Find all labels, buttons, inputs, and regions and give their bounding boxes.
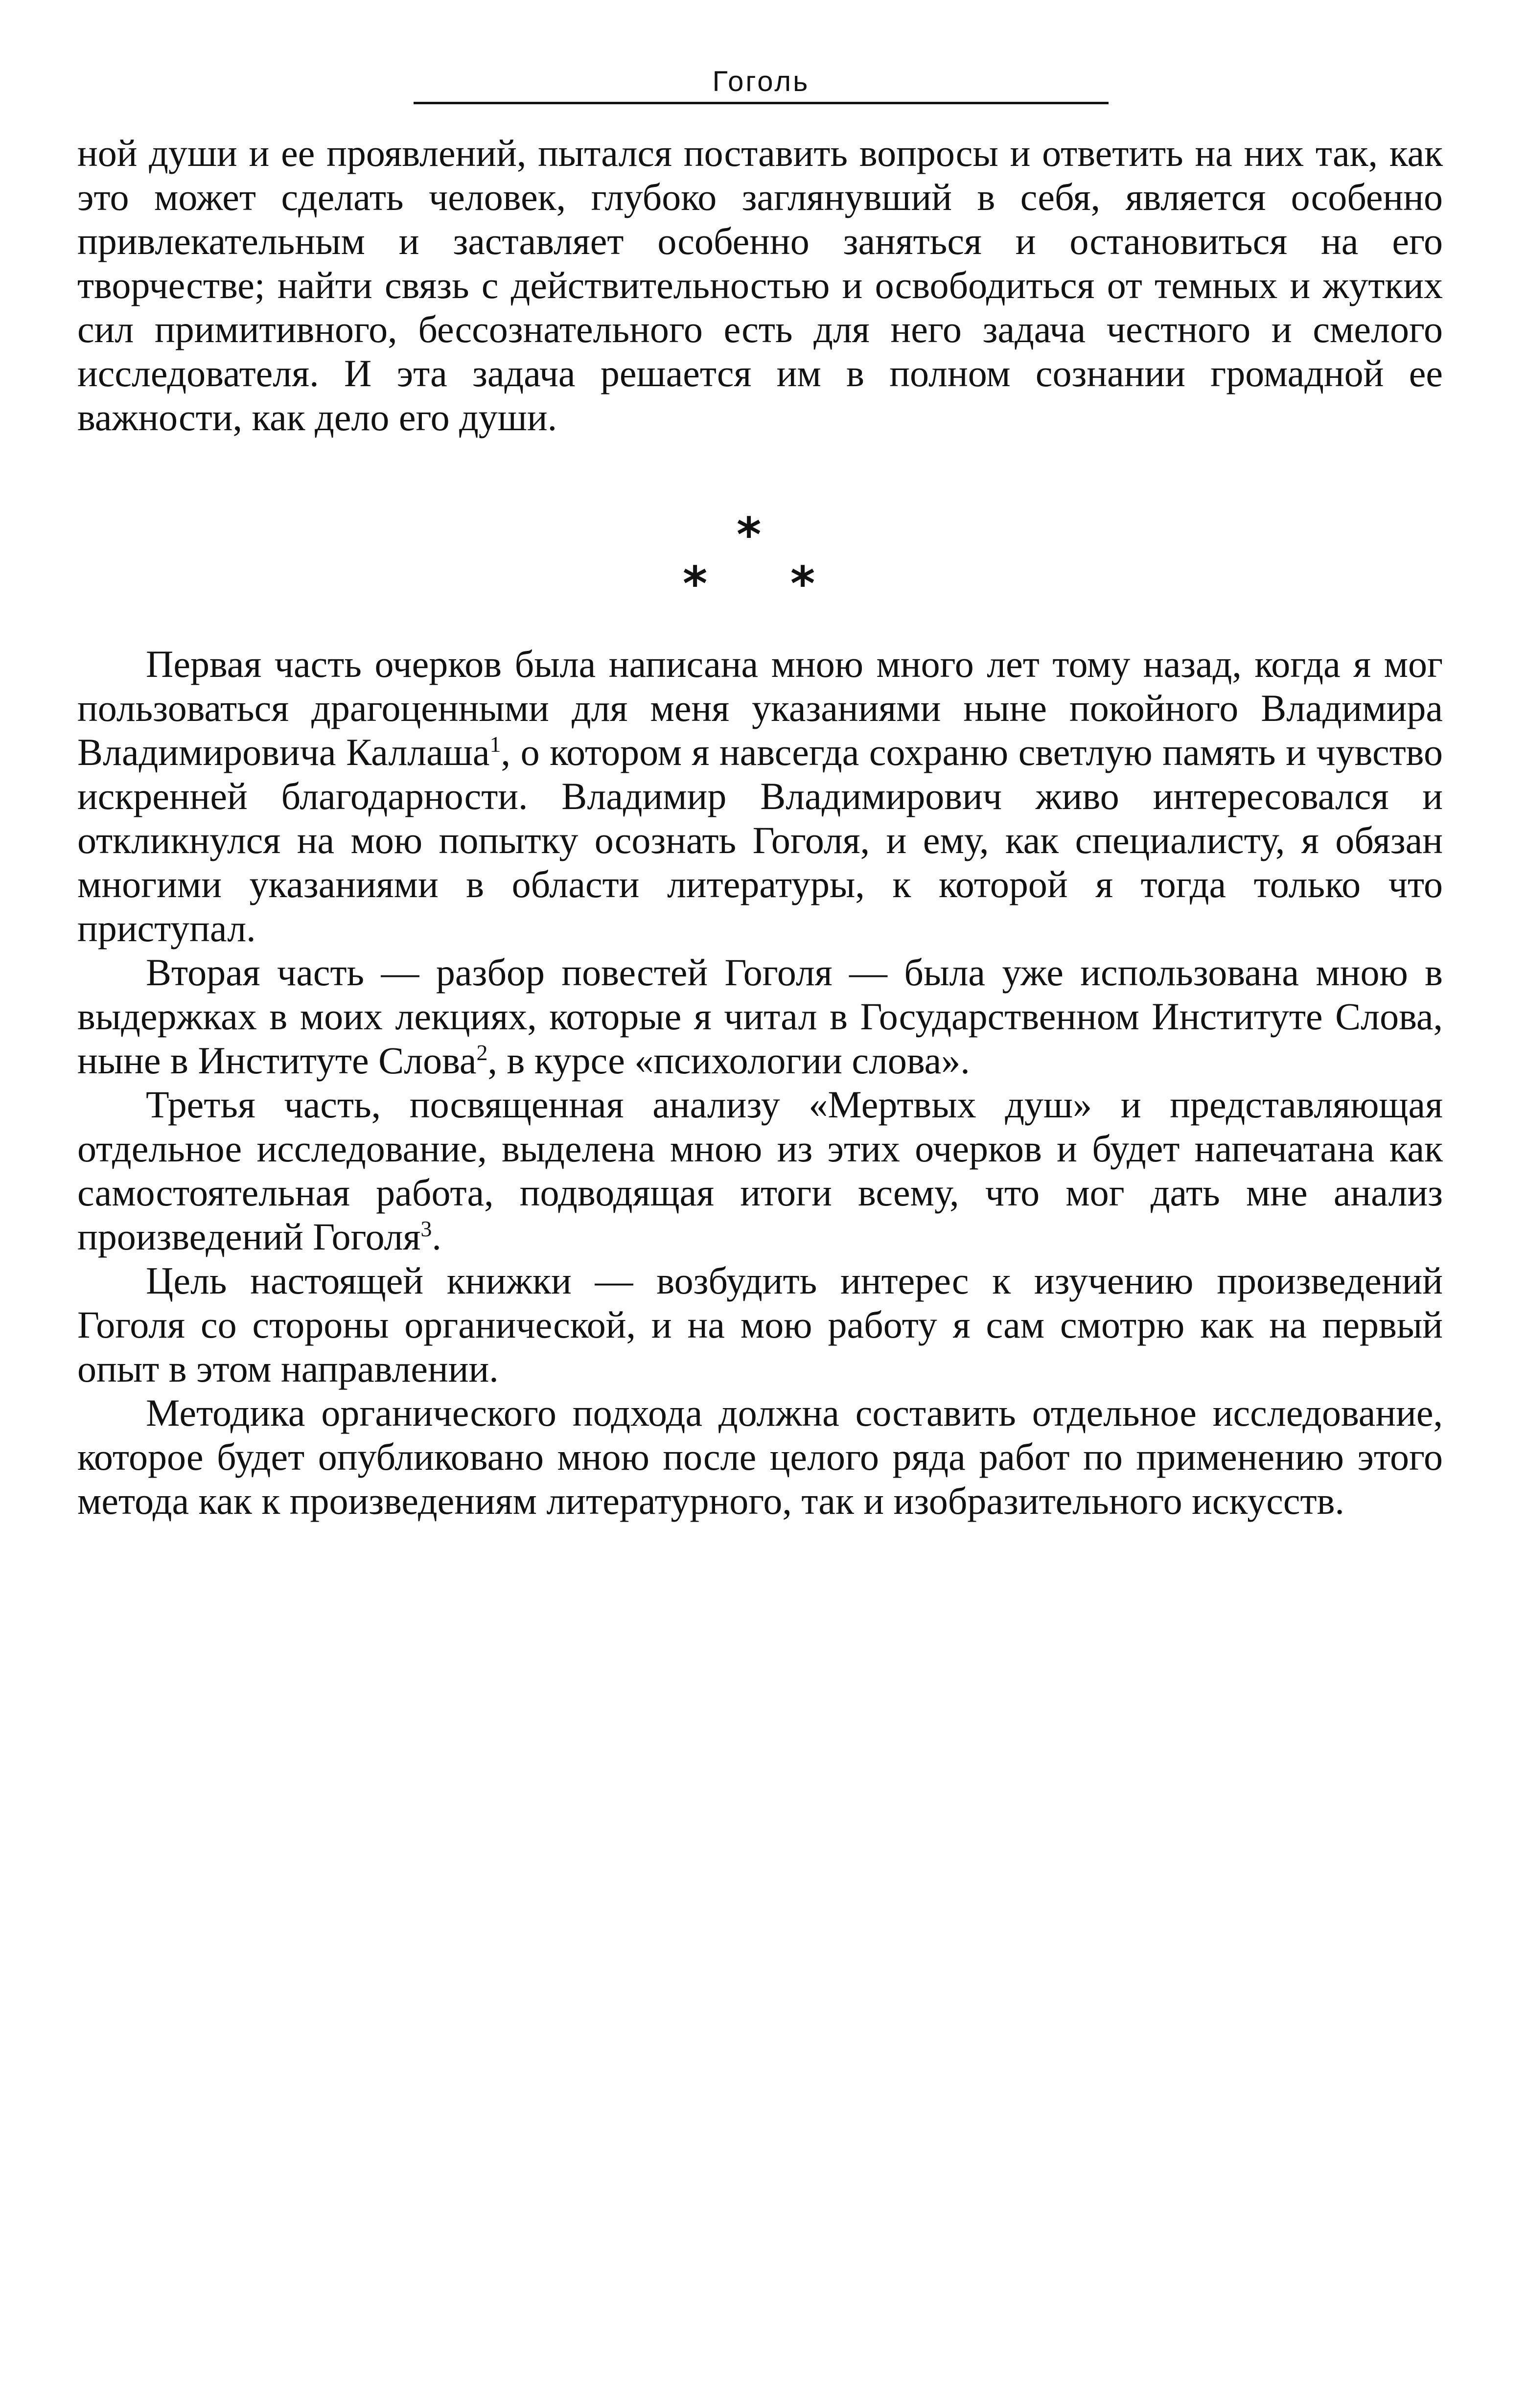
running-title: Гоголь — [712, 66, 810, 97]
footnote-ref-1: 1 — [489, 732, 501, 757]
header-rule — [414, 102, 1109, 104]
paragraph-second-part-text: Вторая часть — разбор повестей Гоголя — была уже использована мною в выдержках в моих лекциях, которые я читал в Государственном Институте Слова, ныне в Институте Слова — [77, 951, 1443, 1082]
paragraph-first-part-rest: , о котором я навсегда сохраню светлую память и чувство искренней благодарности. Владимир Владимирович живо интересовался и откликнулся на мою попытку осознать Гоголя, и ему, как специалисту, я обязан многими указаниями в области литературы, к которой я тогда только что приступал. — [77, 731, 1443, 949]
paragraph-first-part-text: Первая часть очерков была написана мною много лет тому назад, когда я мог пользоваться драгоценными для меня указаниями ныне покойного Владимира Владимировича Каллаша — [77, 643, 1443, 773]
main-text — [77, 642, 1443, 1523]
footnote-ref-3: 3 — [420, 1216, 432, 1241]
paragraph-third-part-text: Третья часть, посвященная анализу «Мертвых душ» и представляющая отдельное исследование, выделена мною из этих очерков и будет напечатана как самостоятельная работа, подводящая итоги всему, что мог дать мне анализ произведений Гоголя — [77, 1083, 1443, 1258]
paragraph-third-part — [77, 1083, 1443, 1259]
intro-section — [77, 131, 1443, 440]
footnote-ref-2: 2 — [476, 1040, 488, 1065]
paragraph-goal: Цель настоящей книжки — возбудить интерес к изучению произведений Гоголя со стороны органической, и на мою работу я сам смотрю как на первый опыт в этом направлении. — [77, 1259, 1443, 1390]
asterisk-right: * — [790, 556, 815, 611]
asterism-separator — [671, 508, 837, 611]
asterisk-left: * — [683, 556, 708, 611]
paragraph-third-part-rest: . — [432, 1215, 441, 1258]
paragraph-first-part — [77, 642, 1443, 950]
paragraph-methodology: Методика органического подхода должна составить отдельное исследование, которое будет опубликовано мною после целого ряда работ по применению этого метода как к произведениям литературного, так и изобразительного искусств. — [77, 1391, 1443, 1522]
paragraph-second-part — [77, 950, 1443, 1083]
intro-paragraph: ной души и ее проявлений, пытался поставить вопросы и ответить на них так, как это может сделать человек, глубоко заглянувший в себя, является особенно привлекательным и заставляет особенно заняться и остановиться на его творчестве; найти связь с действительностью и освободиться от темных и жутких сил примитивного, бессознательного есть для него задача честного и смелого исследователя. И эта задача решается им в полном сознании громадной ее важности, как дело его души. — [77, 132, 1443, 439]
asterisk-top: * — [737, 508, 762, 562]
paragraph-second-part-rest: , в курсе «психологии слова». — [487, 1039, 970, 1082]
